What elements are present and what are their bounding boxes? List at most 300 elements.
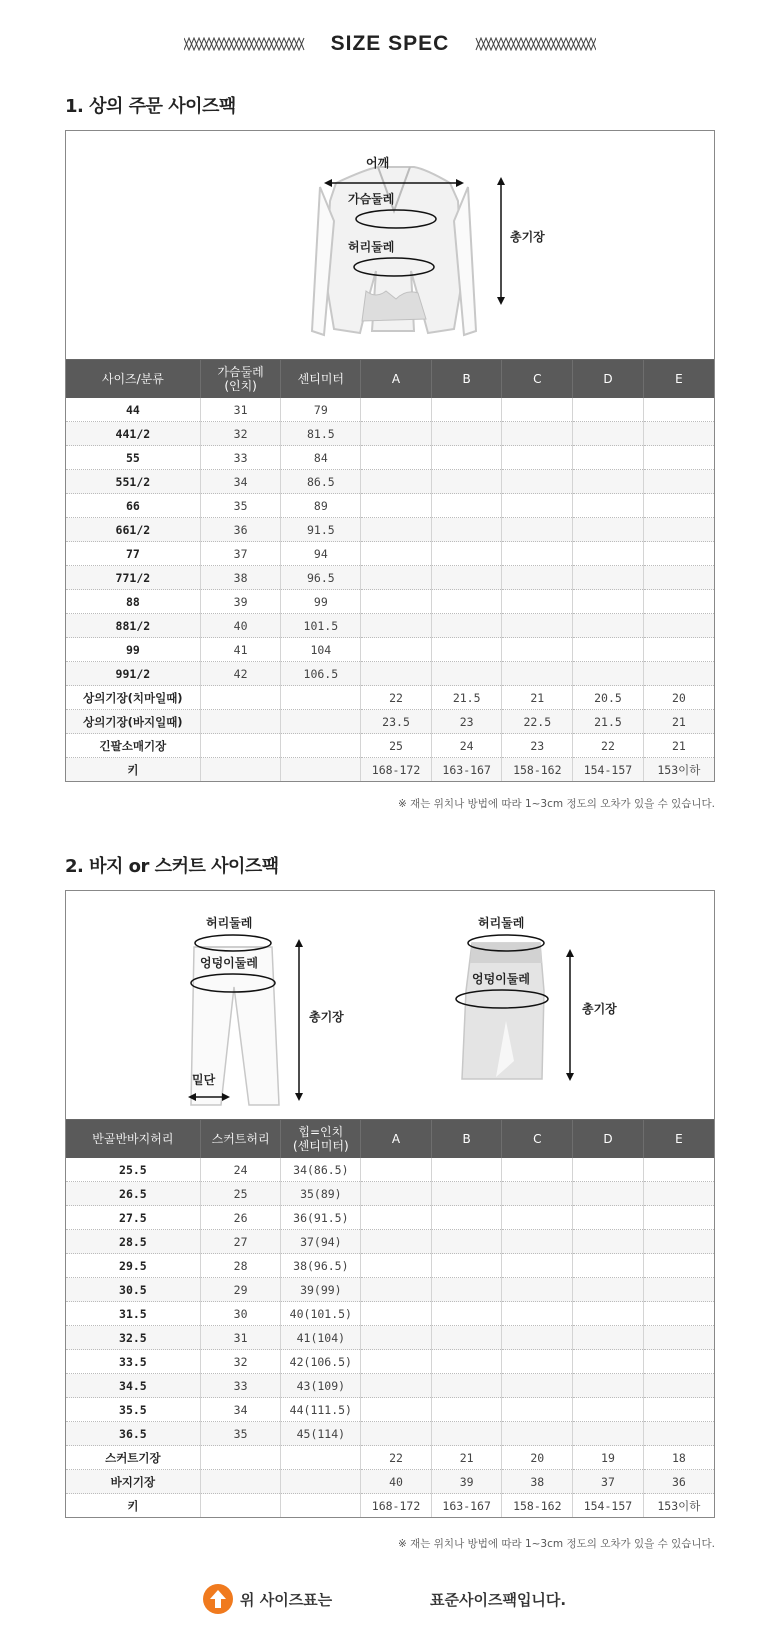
table-cell — [573, 590, 644, 614]
table-row — [66, 710, 714, 734]
table-cell — [643, 1350, 714, 1374]
row-label-cell: 35.5 — [66, 1398, 200, 1422]
table-row — [66, 566, 714, 590]
table-cell — [431, 1206, 502, 1230]
table-cell — [431, 638, 502, 662]
table-cell — [281, 1494, 361, 1518]
table-row — [66, 542, 714, 566]
column-header: 센티미터 — [281, 360, 361, 398]
table-cell — [502, 590, 573, 614]
table-cell: 158-162 — [502, 758, 573, 782]
table-cell — [200, 1470, 281, 1494]
table-cell: 25 — [361, 734, 432, 758]
table-cell — [361, 422, 432, 446]
table-cell — [361, 662, 432, 686]
table-cell: 42(106.5) — [281, 1350, 361, 1374]
skirt-illustration — [462, 943, 544, 1079]
table-cell — [361, 1206, 432, 1230]
table-cell — [502, 1374, 573, 1398]
table-cell — [361, 1398, 432, 1422]
pants-skirt-diagram — [66, 891, 714, 1120]
table-cell: 24 — [431, 734, 502, 758]
table-cell: 81.5 — [281, 422, 361, 446]
row-label-cell: 33.5 — [66, 1350, 200, 1374]
row-label-cell: 44 — [66, 398, 200, 422]
table-cell — [200, 1494, 281, 1518]
table-row — [66, 1350, 714, 1374]
table-cell — [502, 614, 573, 638]
table-cell — [361, 638, 432, 662]
row-label-cell: 55 — [66, 446, 200, 470]
table-cell: 31 — [200, 398, 281, 422]
column-header: A — [361, 360, 432, 398]
table-cell: 89 — [281, 494, 361, 518]
table-row — [66, 1206, 714, 1230]
column-header: 반골반바지허리 — [66, 1120, 200, 1158]
shoulder-label: 어깨 — [366, 156, 390, 170]
skirt-length-label: 총기장 — [582, 1002, 617, 1016]
table-row — [66, 1398, 714, 1422]
table-row — [66, 446, 714, 470]
row-label-cell: 991/2 — [66, 662, 200, 686]
table-cell — [281, 686, 361, 710]
table-cell — [361, 542, 432, 566]
table-row — [66, 614, 714, 638]
table-cell — [431, 1254, 502, 1278]
row-label-cell: 스커트기장 — [66, 1446, 200, 1470]
table-cell — [431, 1182, 502, 1206]
table-cell — [431, 1158, 502, 1182]
arrow-up-circle-icon — [203, 1584, 233, 1614]
table-cell — [361, 1158, 432, 1182]
page-header — [0, 32, 780, 66]
table-cell — [573, 542, 644, 566]
table-row — [66, 662, 714, 686]
table-cell — [643, 638, 714, 662]
column-header: E — [643, 1120, 714, 1158]
table-cell: 42 — [200, 662, 281, 686]
row-label-cell: 26.5 — [66, 1182, 200, 1206]
table-cell — [573, 1326, 644, 1350]
table-cell — [643, 1254, 714, 1278]
table-row — [66, 470, 714, 494]
table-cell — [502, 446, 573, 470]
table-cell — [200, 758, 281, 782]
table-cell: 31 — [200, 1326, 281, 1350]
table-cell: 43(109) — [281, 1374, 361, 1398]
table-row — [66, 1302, 714, 1326]
table-cell — [643, 494, 714, 518]
table-cell — [573, 1230, 644, 1254]
table-cell — [502, 422, 573, 446]
table-row — [66, 734, 714, 758]
table-cell: 99 — [281, 590, 361, 614]
table-cell: 44(111.5) — [281, 1398, 361, 1422]
table-cell — [643, 1374, 714, 1398]
table-row — [66, 1422, 714, 1446]
table-cell — [502, 1398, 573, 1422]
table-cell: 26 — [200, 1206, 281, 1230]
table-cell — [573, 518, 644, 542]
table-cell — [573, 398, 644, 422]
table-cell — [643, 662, 714, 686]
table-cell — [502, 1158, 573, 1182]
table-cell — [431, 614, 502, 638]
table-cell: 40 — [361, 1470, 432, 1494]
table-row — [66, 1326, 714, 1350]
table-cell: 34 — [200, 1398, 281, 1422]
skirt-waist-label: 허리둘레 — [478, 916, 525, 930]
table-cell — [643, 398, 714, 422]
table-cell — [200, 1446, 281, 1470]
table-row — [66, 422, 714, 446]
table-cell — [431, 566, 502, 590]
pants-skirt-illustration — [66, 891, 714, 1119]
table-cell — [573, 1374, 644, 1398]
table-cell: 32 — [200, 1350, 281, 1374]
row-label-cell: 상의기장(바지일때) — [66, 710, 200, 734]
row-label-cell: 881/2 — [66, 614, 200, 638]
table-cell — [502, 662, 573, 686]
row-label-cell: 77 — [66, 542, 200, 566]
table-cell: 163-167 — [431, 758, 502, 782]
bottom-size-table — [66, 1120, 714, 1517]
row-label-cell: 88 — [66, 590, 200, 614]
pants-length-label: 총기장 — [309, 1010, 344, 1024]
footer-left-text: 위 사이즈표는 — [240, 1591, 333, 1609]
bottom-size-table-box — [65, 890, 715, 1518]
table-row — [66, 1182, 714, 1206]
table-row — [66, 1158, 714, 1182]
table-cell — [643, 590, 714, 614]
row-label-cell: 32.5 — [66, 1326, 200, 1350]
table-cell: 94 — [281, 542, 361, 566]
top-note: ※ 재는 위치나 방법에 따라 1~3cm 정도의 오차가 있을 수 있습니다. — [398, 798, 715, 810]
table-row — [66, 638, 714, 662]
table-cell — [643, 1278, 714, 1302]
table-cell — [361, 1182, 432, 1206]
table-cell — [573, 638, 644, 662]
table-cell: 23 — [431, 710, 502, 734]
table-cell — [361, 1422, 432, 1446]
table-cell — [361, 518, 432, 542]
top-size-table-box — [65, 130, 715, 782]
table-cell: 106.5 — [281, 662, 361, 686]
table-cell — [573, 446, 644, 470]
row-label-cell: 99 — [66, 638, 200, 662]
table-row — [66, 1446, 714, 1470]
table-cell — [502, 1278, 573, 1302]
table-cell — [502, 470, 573, 494]
table-cell: 38 — [200, 566, 281, 590]
table-cell — [431, 542, 502, 566]
table-cell — [643, 1422, 714, 1446]
table-cell — [573, 662, 644, 686]
table-cell: 22.5 — [502, 710, 573, 734]
skirt-hip-label: 엉덩이둘레 — [472, 972, 530, 986]
table-cell — [573, 1254, 644, 1278]
table-cell — [281, 710, 361, 734]
pants-hem-label: 밑단 — [192, 1073, 216, 1087]
table-cell — [643, 542, 714, 566]
table-cell: 20 — [643, 686, 714, 710]
table-cell: 91.5 — [281, 518, 361, 542]
column-header: 가슴둘레 (인치) — [200, 360, 281, 398]
table-cell — [361, 1326, 432, 1350]
table-cell — [573, 614, 644, 638]
column-header: 사이즈/분류 — [66, 360, 200, 398]
table-cell — [502, 566, 573, 590]
table-cell — [573, 1422, 644, 1446]
table-cell: 158-162 — [502, 1494, 573, 1518]
row-label-cell: 66 — [66, 494, 200, 518]
row-label-cell: 키 — [66, 758, 200, 782]
table-cell — [643, 446, 714, 470]
table-cell: 168-172 — [361, 758, 432, 782]
table-cell: 153이하 — [643, 758, 714, 782]
table-cell: 30 — [200, 1302, 281, 1326]
table-row — [66, 1494, 714, 1518]
table-cell — [573, 470, 644, 494]
table-cell — [573, 1182, 644, 1206]
zigzag-decoration-left-icon — [184, 37, 308, 51]
table-cell — [643, 1302, 714, 1326]
table-cell — [431, 446, 502, 470]
column-header: 스커트허리 — [200, 1120, 281, 1158]
table-row — [66, 518, 714, 542]
table-cell: 20.5 — [573, 686, 644, 710]
table-cell — [431, 1278, 502, 1302]
table-cell: 22 — [573, 734, 644, 758]
row-label-cell: 키 — [66, 1494, 200, 1518]
row-label-cell: 661/2 — [66, 518, 200, 542]
table-cell — [431, 470, 502, 494]
table-cell — [361, 470, 432, 494]
table-cell — [431, 1422, 502, 1446]
row-label-cell: 34.5 — [66, 1374, 200, 1398]
column-header: E — [643, 360, 714, 398]
table-cell — [431, 1230, 502, 1254]
table-cell — [431, 422, 502, 446]
table-row — [66, 1230, 714, 1254]
table-cell — [502, 1206, 573, 1230]
bottom-table-header-row — [66, 1120, 714, 1158]
table-row — [66, 398, 714, 422]
pants-waist-label: 허리둘레 — [206, 916, 253, 930]
table-cell: 168-172 — [361, 1494, 432, 1518]
table-cell — [431, 1374, 502, 1398]
table-cell: 40(101.5) — [281, 1302, 361, 1326]
table-cell — [431, 1350, 502, 1374]
jacket-illustration — [66, 131, 714, 359]
table-cell: 35 — [200, 1422, 281, 1446]
table-cell: 23.5 — [361, 710, 432, 734]
table-cell — [361, 1230, 432, 1254]
table-cell — [361, 1302, 432, 1326]
pants-hip-label: 엉덩이둘레 — [200, 956, 258, 970]
table-cell: 101.5 — [281, 614, 361, 638]
table-cell: 19 — [573, 1446, 644, 1470]
table-cell: 33 — [200, 446, 281, 470]
table-cell — [281, 734, 361, 758]
table-cell — [361, 1254, 432, 1278]
table-cell — [431, 1302, 502, 1326]
footer-right-text: 표준사이즈팩입니다. — [430, 1591, 567, 1609]
row-label-cell: 29.5 — [66, 1254, 200, 1278]
table-cell: 39 — [200, 590, 281, 614]
table-cell — [361, 566, 432, 590]
table-cell: 37 — [200, 542, 281, 566]
table-cell — [502, 518, 573, 542]
row-label-cell: 31.5 — [66, 1302, 200, 1326]
table-cell: 21 — [502, 686, 573, 710]
table-cell: 36 — [643, 1470, 714, 1494]
table-cell: 22 — [361, 686, 432, 710]
table-cell — [361, 1350, 432, 1374]
table-cell: 84 — [281, 446, 361, 470]
table-cell — [643, 1182, 714, 1206]
table-cell: 34 — [200, 470, 281, 494]
table-cell — [281, 1446, 361, 1470]
table-cell: 96.5 — [281, 566, 361, 590]
table-cell: 35 — [200, 494, 281, 518]
bottom-note: ※ 재는 위치나 방법에 따라 1~3cm 정도의 오차가 있을 수 있습니다. — [398, 1538, 715, 1550]
zigzag-decoration-right-icon — [472, 37, 596, 51]
table-cell — [573, 1302, 644, 1326]
table-cell — [643, 518, 714, 542]
table-cell: 29 — [200, 1278, 281, 1302]
table-cell — [502, 1230, 573, 1254]
table-cell — [502, 398, 573, 422]
table-cell — [502, 1254, 573, 1278]
table-cell — [200, 734, 281, 758]
table-cell: 21.5 — [431, 686, 502, 710]
column-header: B — [431, 360, 502, 398]
row-label-cell: 25.5 — [66, 1158, 200, 1182]
table-cell — [502, 638, 573, 662]
column-header: D — [573, 1120, 644, 1158]
column-header: A — [361, 1120, 432, 1158]
table-cell — [643, 1158, 714, 1182]
column-header: 힙=인치 (센티미터) — [281, 1120, 361, 1158]
table-cell — [643, 1230, 714, 1254]
table-cell — [643, 566, 714, 590]
table-cell: 20 — [502, 1446, 573, 1470]
table-cell: 163-167 — [431, 1494, 502, 1518]
table-cell — [431, 1326, 502, 1350]
table-cell — [361, 494, 432, 518]
table-cell — [502, 1350, 573, 1374]
table-cell: 41(104) — [281, 1326, 361, 1350]
row-label-cell: 상의기장(치마일때) — [66, 686, 200, 710]
table-cell — [573, 494, 644, 518]
table-cell — [643, 614, 714, 638]
table-row — [66, 1470, 714, 1494]
table-cell — [361, 590, 432, 614]
table-cell: 154-157 — [573, 758, 644, 782]
column-header: B — [431, 1120, 502, 1158]
chest-label: 가슴둘레 — [348, 192, 395, 206]
table-cell: 27 — [200, 1230, 281, 1254]
table-cell — [573, 1278, 644, 1302]
bottom-section-title: 2. 바지 or 스커트 사이즈팩 — [65, 856, 279, 877]
table-cell — [643, 470, 714, 494]
table-cell: 21 — [431, 1446, 502, 1470]
table-row — [66, 1278, 714, 1302]
table-row — [66, 494, 714, 518]
table-cell: 18 — [643, 1446, 714, 1470]
table-cell — [502, 494, 573, 518]
table-cell: 25 — [200, 1182, 281, 1206]
row-label-cell: 771/2 — [66, 566, 200, 590]
table-row — [66, 590, 714, 614]
table-cell: 86.5 — [281, 470, 361, 494]
table-cell: 79 — [281, 398, 361, 422]
table-cell: 104 — [281, 638, 361, 662]
table-cell: 32 — [200, 422, 281, 446]
table-cell: 28 — [200, 1254, 281, 1278]
table-cell: 23 — [502, 734, 573, 758]
waist-label: 허리둘레 — [348, 240, 395, 254]
table-cell: 39(99) — [281, 1278, 361, 1302]
row-label-cell: 30.5 — [66, 1278, 200, 1302]
table-cell — [643, 422, 714, 446]
top-size-table — [66, 360, 714, 781]
table-cell — [502, 1422, 573, 1446]
table-cell: 36 — [200, 518, 281, 542]
top-table-header-row — [66, 360, 714, 398]
page-title: SIZE SPEC — [330, 32, 450, 55]
table-cell: 24 — [200, 1158, 281, 1182]
column-header: C — [502, 360, 573, 398]
table-row — [66, 758, 714, 782]
row-label-cell: 긴팔소매기장 — [66, 734, 200, 758]
table-cell — [502, 1182, 573, 1206]
table-cell — [431, 494, 502, 518]
table-cell — [361, 614, 432, 638]
table-cell — [573, 1158, 644, 1182]
table-cell: 154-157 — [573, 1494, 644, 1518]
table-row — [66, 1374, 714, 1398]
length-label: 총기장 — [510, 230, 545, 244]
table-cell: 21 — [643, 734, 714, 758]
table-cell — [361, 446, 432, 470]
table-cell — [573, 1398, 644, 1422]
table-cell — [573, 1350, 644, 1374]
row-label-cell: 441/2 — [66, 422, 200, 446]
row-label-cell: 바지기장 — [66, 1470, 200, 1494]
table-cell — [361, 1278, 432, 1302]
table-cell: 38(96.5) — [281, 1254, 361, 1278]
jacket-diagram — [66, 131, 714, 360]
table-cell — [281, 1470, 361, 1494]
table-cell — [502, 1326, 573, 1350]
table-cell — [573, 422, 644, 446]
table-cell — [643, 1206, 714, 1230]
table-cell — [431, 590, 502, 614]
table-cell: 37 — [573, 1470, 644, 1494]
table-cell: 35(89) — [281, 1182, 361, 1206]
table-cell: 36(91.5) — [281, 1206, 361, 1230]
table-row — [66, 1254, 714, 1278]
table-cell — [361, 1374, 432, 1398]
table-cell — [573, 1206, 644, 1230]
row-label-cell: 36.5 — [66, 1422, 200, 1446]
table-cell: 21 — [643, 710, 714, 734]
table-cell — [200, 686, 281, 710]
row-label-cell: 28.5 — [66, 1230, 200, 1254]
column-header: C — [502, 1120, 573, 1158]
